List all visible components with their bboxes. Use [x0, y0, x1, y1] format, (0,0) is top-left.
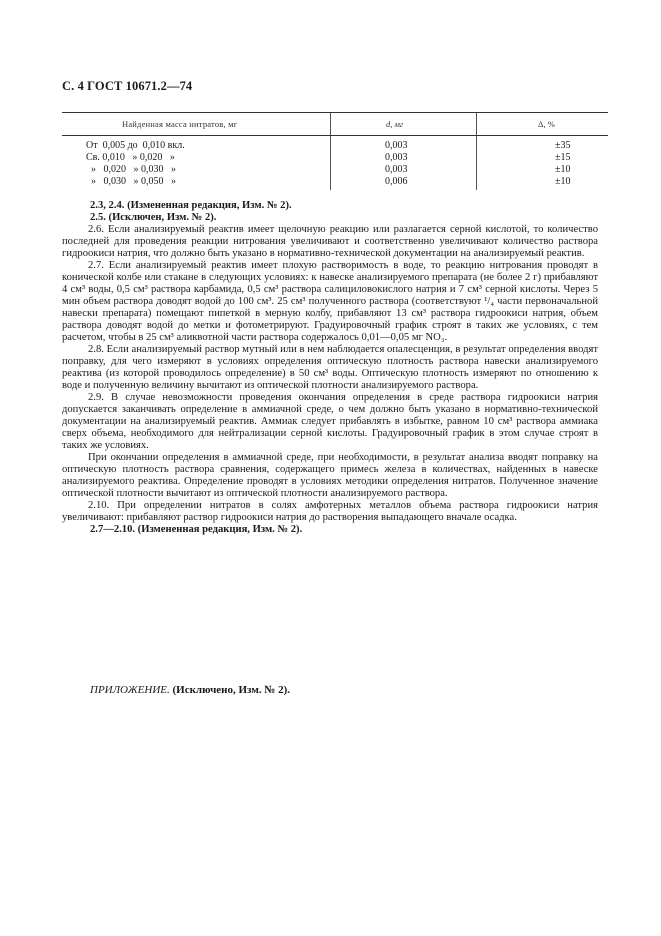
cell-mass: » 0,020 » 0,030 »	[86, 164, 176, 175]
cell-delta: ±10	[555, 164, 571, 175]
table-row	[62, 140, 608, 152]
header-separator	[476, 113, 477, 135]
appendix-note: (Исключено, Изм. № 2).	[172, 684, 291, 696]
table-body	[62, 136, 608, 190]
header-delta: Δ, %	[538, 119, 555, 129]
body-text	[62, 200, 598, 536]
paragraph-2-10: 2.10. При определении нитратов в солях амфотерных металлов объема раствора гидроокиси натрия увеличивают: прибавляют раствор гидроокиси натрия до растворения выпадающего вначале осадка.	[62, 500, 598, 523]
paragraph-2-3: 2.3, 2.4. (Измененная редакция, Изм. № 2).	[90, 200, 292, 211]
cell-delta: ±35	[555, 140, 571, 151]
paragraph-2-6: 2.6. Если анализируемый реактив имеет щелочную реакцию или разлагается серной кислотой, то количество последней для проведения реакции нитрования увеличивают и соответственно увеличивают количество раствора гидроокиси натрия, что должно быть указано в нормативно-технической документации на анализируемый реактив.	[62, 224, 598, 259]
paragraph-2-9: 2.9. В случае невозможности проведения окончания определения в среде раствора гидроокиси натрия допускается заканчивать определение в аммиачной среде, о чем должно быть указано в нормативно-технической документации на анализируемый реактив. Аммиак следует прибавлять в избытке, равном 10 см³ раствора аммиака сверх объема, необходимого для нейтрализации серной кислоты. Градуировочный график в этом случае строят в таких же условиях.	[62, 392, 598, 451]
paragraph-2-9-cont: При окончании определения в аммиачной среде, при необходимости, в результат анализа вводят поправку на оптическую плотность раствора сравнения, содержащего примесь железа в количествах, найденных в навеске анализируемого реактива. Определение проводят в условиях методики определения нитратов. Полученное значение оптической плотности вычитают из оптической плотности анализируемого раствора.	[62, 452, 598, 499]
paragraph-2-7: 2.7. Если анализируемый реактив имеет плохую растворимость в воде, то реакцию нитрования проводят в конической колбе или стакане в следующих условиях: к навеске анализируемого препарата (не более 2 г) прибавляют 4 см³ воды, 0,5 см³ раствора карбамида, 0,5 см³ раствора салициловокислого натрия и 7 см³ серной кислоты. Через 5 мин объем раствора доводят водой до 100 см³. 25 см³ полученного раствора (соответствуют ¹/₄ части первоначальной навески препарата) помещают пипеткой в мерную колбу, прибавляют 13 см³ раствора гидроокиси натрия, объем раствора доводят водой до метки и фотометрируют. Градуировочный график строят в таких же условиях, с тем расчетом, чтобы в 25 см³ аликвотной части раствора содержалось 0,01—0,05 мг NO₃.	[62, 260, 598, 343]
cell-delta: ±10	[555, 176, 571, 187]
cell-d: 0,003	[385, 152, 408, 163]
page-header: С. 4 ГОСТ 10671.2—74	[62, 79, 193, 93]
header-d: d, мг	[386, 119, 404, 129]
appendix-line	[90, 684, 290, 696]
paragraph-2-8: 2.8. Если анализируемый раствор мутный или в нем наблюдается опалесценция, в результат определения вводят поправку, для чего измеряют в условиях определения оптическую плотность раствора навески анализируемого реактива (из которой проводилось определение) в 50 см³ воды. Оптическую плотность измеряют по отношению к воде и полученную величину вычитают из оптической плотности анализируемого раствора.	[62, 344, 598, 391]
cell-d: 0,006	[385, 176, 408, 187]
cell-mass: Св. 0,010 » 0,020 »	[86, 152, 175, 163]
appendix-label: ПРИЛОЖЕНИЕ.	[90, 684, 170, 696]
cell-delta: ±15	[555, 152, 571, 163]
cell-d: 0,003	[385, 140, 408, 151]
table-row	[62, 176, 608, 188]
paragraph-2-5: 2.5. (Исключен, Изм. № 2).	[90, 212, 217, 223]
header-separator	[330, 113, 331, 135]
cell-mass: От 0,005 до 0,010 вкл.	[86, 140, 185, 151]
paragraph-2-7-2-10: 2.7—2.10. (Измененная редакция, Изм. № 2).	[90, 524, 303, 535]
cell-d: 0,003	[385, 164, 408, 175]
cell-mass: » 0,030 » 0,050 »	[86, 176, 176, 187]
table-row	[62, 152, 608, 164]
results-table	[62, 112, 608, 190]
header-mass: Найденная масса нитратов, мг	[122, 119, 238, 129]
table-row	[62, 164, 608, 176]
table-header	[62, 113, 608, 135]
